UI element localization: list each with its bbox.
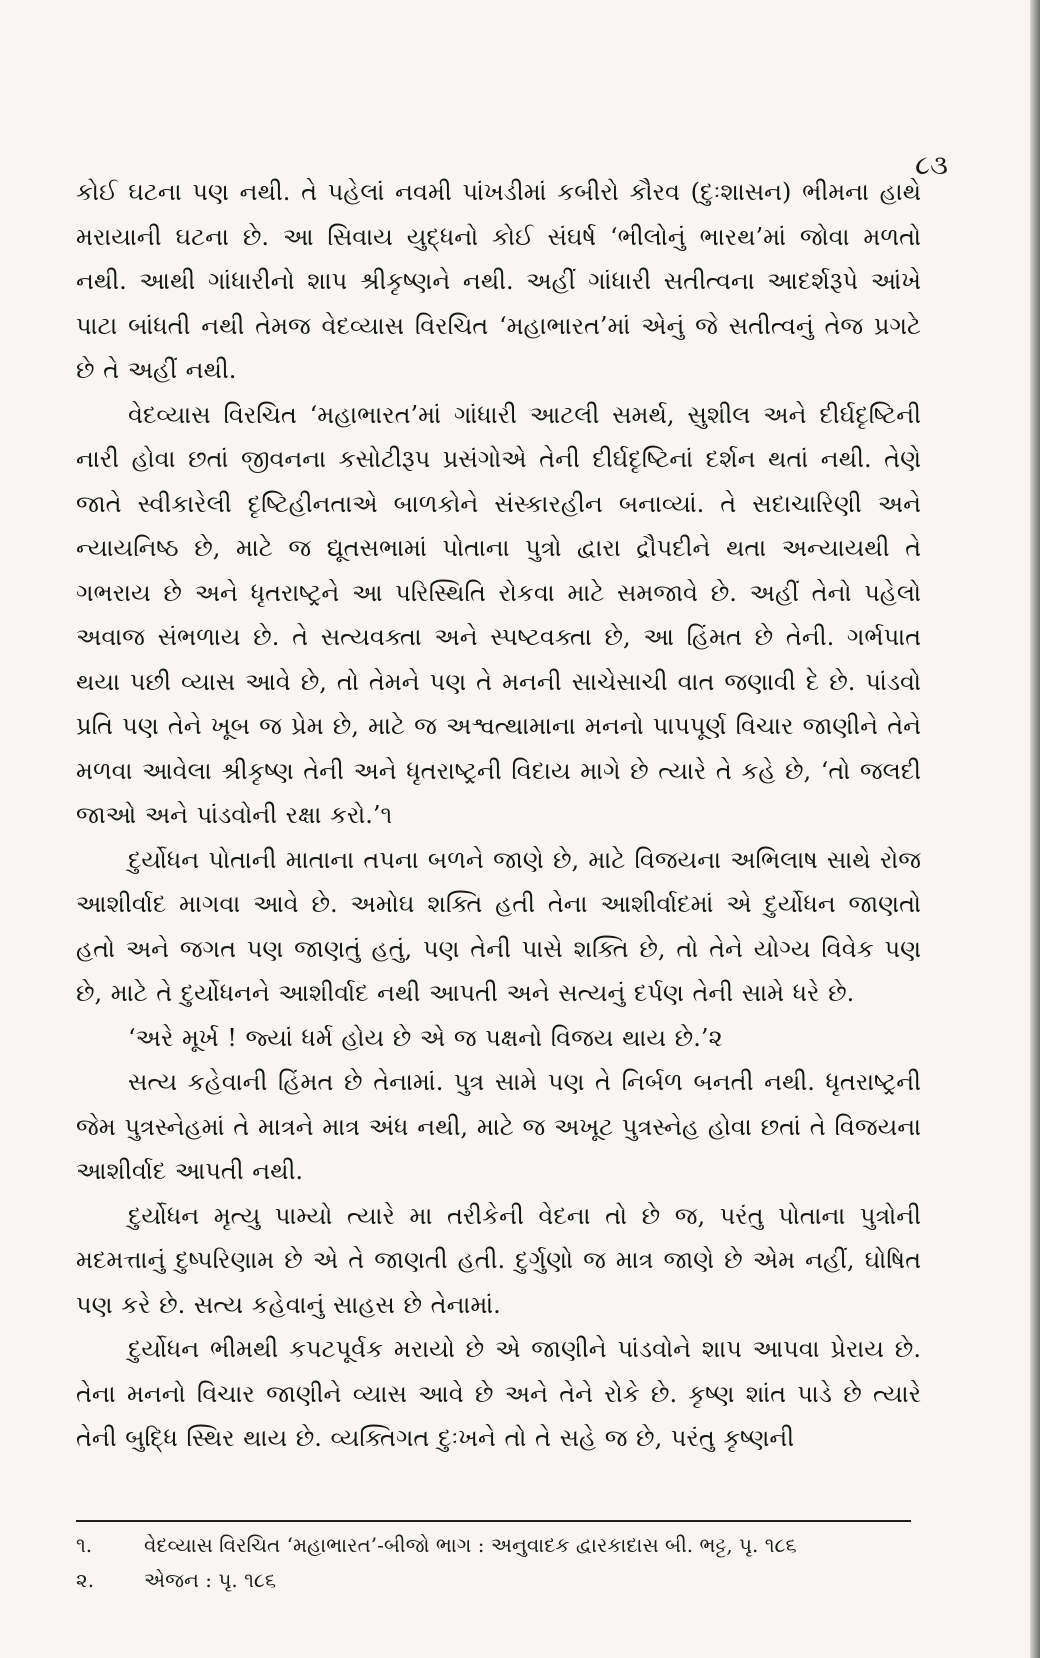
- page-edge-shadow: [1030, 0, 1040, 1658]
- footnote-1-number: ૧.: [76, 1533, 93, 1557]
- paragraph-1: કોઈ ઘટના પણ નથી. તે પહેલાં નવમી પાંખડીમાં કબીરો કૌરવ (દુઃશાસન) ભીમના હાથે મરાયાની ઘટના છે. આ સિવાય યુદ્ધનો કોઈ સંઘર્ષ ‘ભીલોનું ભારથ’માં જોવા મળતો નથી. આથી ગાંધારીનો શાપ શ્રીકૃષ્ણને નથી. અહીં ગાંધારી સતીત્વના આદર્શરૂપે આંખે પાટા બાંધતી નથી તેમજ વેદવ્યાસ વિરચિત ‘મહાભારત’માં એનું જે સતીત્વનું તેજ પ્રગટે છે તે અહીં નથી.: [76, 178, 921, 384]
- footnote-1: [76, 1528, 921, 1563]
- paragraph-3: દુર્યોધન પોતાની માતાના તપના બળને જાણે છે, માટે વિજયના અભિલાષ સાથે રોજ આશીર્વાદ માગવા આવે છે. અમોઘ શક્તિ હતી તેના આશીર્વાદમાં એ દુર્યોધન જાણતો હતો અને જગત પણ જાણતું હતું, પણ તેની પાસે શક્તિ છે, તો તેને યોગ્ય વિવેક પણ છે, માટે તે દુર્યોધનને આશીર્વાદ નથી આપતી અને સત્યનું દર્પણ તેની સામે ધરે છે.: [76, 845, 921, 1007]
- paragraph-5: સત્ય કહેવાની હિંમત છે તેનામાં. પુત્ર સામે પણ તે નિર્બળ બનતી નથી. ધૃતરાષ્ટ્રની જેમ પુત્રસ્નેહમાં તે માત્રને માત્ર અંધ નથી, માટે જ અખૂટ પુત્રસ્નેહ હોવા છતાં તે વિજયના આશીર્વાદ આપતી નથી.: [76, 1068, 921, 1185]
- footnote-2-text: એજન : પૃ. ૧૮૬: [144, 1568, 277, 1592]
- footnote-2: [76, 1563, 921, 1598]
- paragraph-2: વેદવ્યાસ વિરચિત ‘મહાભારત’માં ગાંધારી આટલી સમર્થ, સુશીલ અને દીર્ઘદૃષ્ટિની નારી હોવા છતાં જીવનના કસોટીરૂપ પ્રસંગોએ તેની દીર્ઘદૃષ્ટિનાં દર્શન થતાં નથી. તેણે જાતે સ્વીકારેલી દૃષ્ટિહીનતાએ બાળકોને સંસ્કારહીન બનાવ્યાં. તે સદાચારિણી અને ન્યાયનિષ્ઠ છે, માટે જ દ્યૂતસભામાં પોતાના પુત્રો દ્વારા દ્રૌપદીને થતા અન્યાયથી તે ગભરાય છે અને ધૃતરાષ્ટ્રને આ પરિસ્થિતિ રોકવા માટે સમજાવે છે. અહીં તેનો પહેલો અવાજ સંભળાય છે. તે સત્યવક્તા અને સ્પષ્ટવક્તા છે, આ હિંમત છે તેની. ગર્ભપાત થયા પછી વ્યાસ આવે છે, તો તેમને પણ તે મનની સાચેસાચી વાત જણાવી દે છે. પાંડવો પ્રતિ પણ તેને ખૂબ જ પ્રેમ છે, માટે જ અશ્વત્થામાના મનનો પાપપૂર્ણ વિચાર જાણીને તેને મળવા આવેલા શ્રીકૃષ્ણ તેની અને ધૃતરાષ્ટ્રની વિદાય માગે છે ત્યારે તે કહે છે, ‘તો જલદી જાઓ અને પાંડવોની રક્ષા કરો.’૧: [76, 400, 921, 829]
- footnote-1-text: વેદવ્યાસ વિરચિત ‘મહાભારત’-બીજો ભાગ : અનુવાદક દ્વારકાદાસ બી. ભટ્ટ, પૃ. ૧૮૬: [144, 1533, 797, 1557]
- paragraph-4-quote: ‘અરે મૂર્ખ ! જ્યાં ધર્મ હોય છે એ જ પક્ષનો વિજય થાય છે.’૨: [128, 1023, 723, 1052]
- footnote-2-number: ૨.: [76, 1568, 95, 1592]
- body-text: [76, 170, 921, 1461]
- page-number: ૮૩: [915, 150, 948, 181]
- paragraph-6: દુર્યોધન મૃત્યુ પામ્યો ત્યારે મા તરીકેની વેદના તો છે જ, પરંતુ પોતાના પુત્રોની મદમત્તાનું દુષ્પરિણામ છે એ તે જાણતી હતી. દુર્ગુણો જ માત્ર જાણે છે એમ નહીં, ઘોષિત પણ કરે છે. સત્ય કહેવાનું સાહસ છે તેનામાં.: [76, 1201, 921, 1319]
- paragraph-7: દુર્યોધન ભીમથી કપટપૂર્વક મરાયો છે એ જાણીને પાંડવોને શાપ આપવા પ્રેરાય છે. તેના મનનો વિચાર જાણીને વ્યાસ આવે છે અને તેને રોકે છે. કૃષ્ણ શાંત પાડે છે ત્યારે તેની બુદ્ધિ સ્થિર થાય છે. વ્યક્તિગત દુઃખને તો તે સહે જ છે, પરંતુ કૃષ્ણની: [76, 1335, 921, 1452]
- footnotes: [76, 1528, 921, 1598]
- footnote-divider: [76, 1520, 911, 1522]
